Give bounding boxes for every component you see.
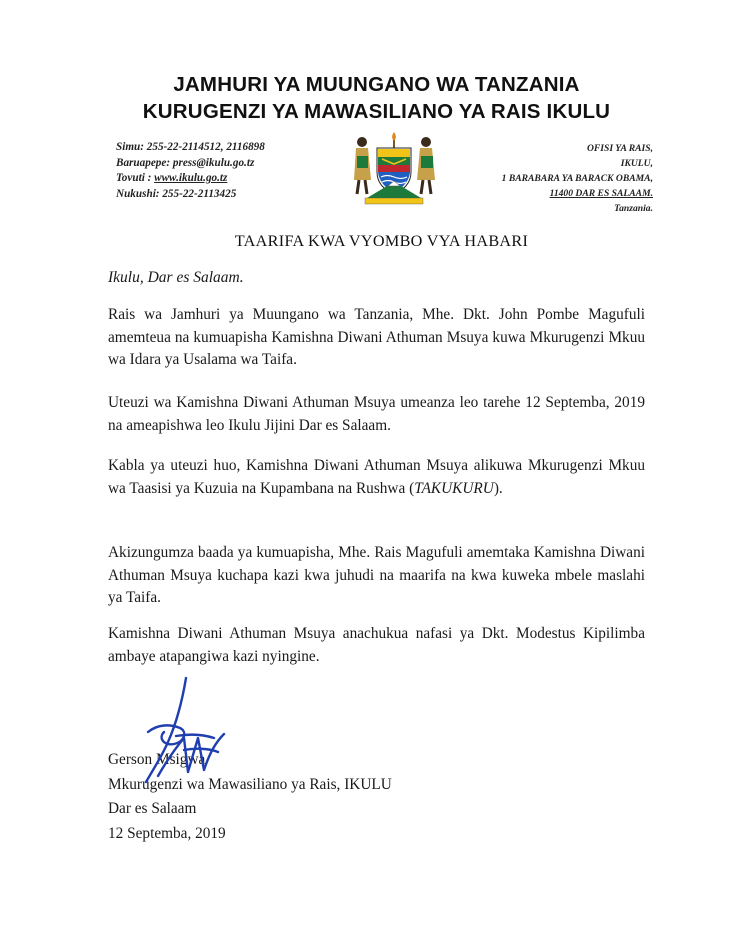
motto-scroll <box>365 198 423 204</box>
handwritten-signature-icon <box>118 672 268 792</box>
paragraph-previous-role <box>108 455 645 500</box>
signature-strokes <box>146 678 224 782</box>
previous-role-text: Kabla ya uteuzi huo, Kamishna Diwani Athuman Msuya alikuwa Mkurugenzi Mkuu wa Taasisi ya Kuzuia na Kupambana na Rushwa ( <box>108 457 645 497</box>
office-address <box>502 141 653 216</box>
signoff-date: 12 Septemba, 2019 <box>108 824 226 842</box>
coat-of-arms-icon <box>347 128 441 208</box>
signatory-title: Mkurugenzi wa Mawasiliano ya Rais, IKULU <box>108 775 392 793</box>
address-line: 11400 DAR ES SALAAM. <box>549 188 653 199</box>
website-link[interactable]: www.ikulu.go.tz <box>154 172 228 184</box>
dateline: Ikulu, Dar es Salaam. <box>108 269 244 286</box>
previous-role-closing: ). <box>493 479 503 497</box>
address-line: OFISI YA RAIS, <box>586 143 653 154</box>
contact-details <box>116 140 265 202</box>
website-label: Tovuti : <box>116 172 155 184</box>
address-line: Tanzania. <box>614 203 653 214</box>
takukuru-abbreviation: TAKUKURU <box>414 479 494 497</box>
signoff-place: Dar es Salaam <box>108 800 197 817</box>
right-figure <box>417 137 435 194</box>
paragraph-effective-date: Uteuzi wa Kamishna Diwani Athuman Msuya umeanza leo tarehe 12 Septemba, 2019 na ameapishwa leo Ikulu Jijini Dar es Salaam. <box>108 394 645 434</box>
torch-flame <box>392 132 396 141</box>
header-title-line1: JAMHURI YA MUUNGANO WA TANZANIA <box>173 73 580 96</box>
email-line: Baruapepe: press@ikulu.go.tz <box>116 156 255 169</box>
fax-line: Nukushi: 255-22-2113425 <box>116 187 237 200</box>
paragraph-appointment: Rais wa Jamhuri ya Muungano wa Tanzania, Mhe. Dkt. John Pombe Magufuli amemteua na kumuapisha Kamishna Diwani Athuman Msuya kuwa Mkurugenzi Mkuu wa Idara ya Usalama wa Taifa. <box>108 306 645 368</box>
header-title-line2: KURUGENZI YA MAWASILIANO YA RAIS IKULU <box>142 100 611 123</box>
mount-kilimanjaro-base <box>367 186 421 198</box>
address-line: IKULU, <box>620 158 653 169</box>
document-heading: TAARIFA KWA VYOMBO VYA HABARI <box>234 232 529 250</box>
paragraph-replacement: Kamishna Diwani Athuman Msuya anachukua nafasi ya Dkt. Modestus Kipilimba ambaye atapangiwa kazi nyingine. <box>108 625 645 665</box>
address-line: 1 BARABARA YA BARACK OBAMA, <box>501 173 653 184</box>
website-line <box>116 171 265 187</box>
paragraph-president-remarks: Akizungumza baada ya kumuapisha, Mhe. Rais Magufuli amemtaka Kamishna Diwani Athuman Msuya kuchapa kazi kwa juhudi na maarifa na kwa kuweka mbele maslahi ya Taifa. <box>108 544 645 606</box>
signatory-name: Gerson Msigwa <box>108 751 206 768</box>
phone-line: Simu: 255-22-2114512, 2116898 <box>116 141 265 153</box>
left-figure <box>354 137 371 194</box>
